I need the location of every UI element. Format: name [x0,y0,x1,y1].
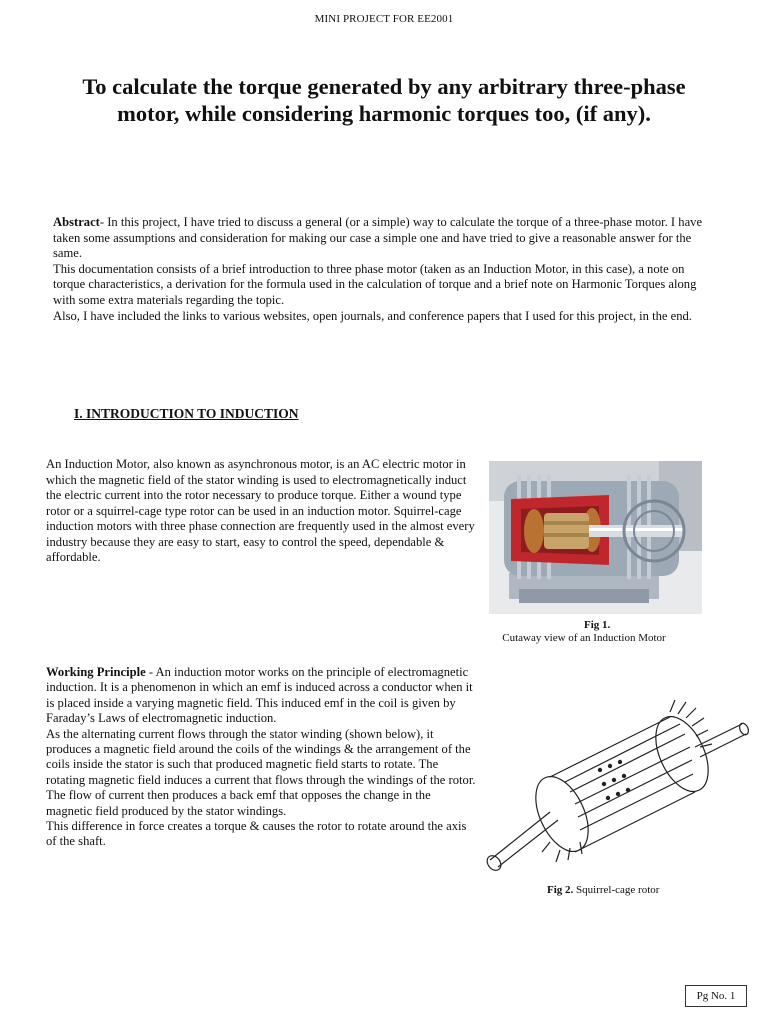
abstract-block [53,215,718,324]
induction-motor-cutaway-image [489,461,702,614]
working-text-1: - An induction motor works on the principle of electromagnetic induction. It is a phenomenon in which an emf is induced across a conductor when it is placed inside a varying magnetic field. This induced emf in the coil is given by Faraday’s Laws of electromagnetic induction. [46,665,473,726]
figure-1-label: Fig 1. [584,619,611,631]
abstract-paragraph-1 [53,215,718,262]
working-paragraph-2: As the alternating current flows through the stator winding (shown below), it produces a magnetic field around the coils of the windings & the arrangement of the coils inside the stator is such that produced magnetic field starts to rotate. The rotating magnetic field induces a current that flows through the windings of the rotor. The flow of current then produces a back emf that opposes the change in the magnetic field produced by the stator windings. [46,726,476,818]
figure-2-label: Fig 2. [547,884,574,896]
abstract-text-1: - In this project, I have tried to discuss a general (or a simple) way to calculate the torque of a three-phase motor. I have taken some assumptions and consideration for making our case a simple one and have tried to give a reasonable answer for the same. [53,215,703,261]
abstract-paragraph-2: This documentation consists of a brief introduction to three phase motor (taken as an Induction Motor, in this case), a note on torque characteristics, a derivation for the formula used in the calculation of torque and a brief note on Harmonic Torques along with some extra materials regarding the topic. [53,261,697,307]
working-principle-label: Working Principle [46,665,146,679]
document-title: To calculate the torque generated by any arbitrary three-phase motor, while considering harmonic torques too, (if any). [82,74,686,126]
page-number-box: Pg No. 1 [685,985,747,1007]
figure-1-caption: Cutaway view of an Induction Motor [502,632,666,644]
squirrel-cage-rotor-image [480,692,750,872]
introduction-paragraph: An Induction Motor, also known as asynchronous motor, is an AC electric motor in which the magnetic field of the stator winding is used to electromagnetically induct the electric current into the rotor necessary to produce torque. Either a wound type rotor or a squirrel-cage type rotor can be used in an induction motor. Squirrel-cage induction motors with three phase connection are frequently used in the almost every industry because they are easy to start, easy to control the speed, dependable & affordable. [46,457,475,564]
figure-2-caption [547,884,659,896]
section-heading-introduction: I. INTRODUCTION TO INDUCTION [74,406,299,421]
working-paragraph-3: This difference in force creates a torque & causes the rotor to rotate around the axis of the shaft. [46,819,467,849]
page-header: MINI PROJECT FOR EE2001 [314,13,454,25]
abstract-paragraph-3: Also, I have included the links to various websites, open journals, and conference papers that I used for this project, in the end. [53,308,692,323]
working-principle-block [46,665,476,850]
abstract-label: Abstract [53,215,100,229]
figure-2-caption-text: Squirrel-cage rotor [573,884,660,896]
working-paragraph-1 [46,665,476,727]
